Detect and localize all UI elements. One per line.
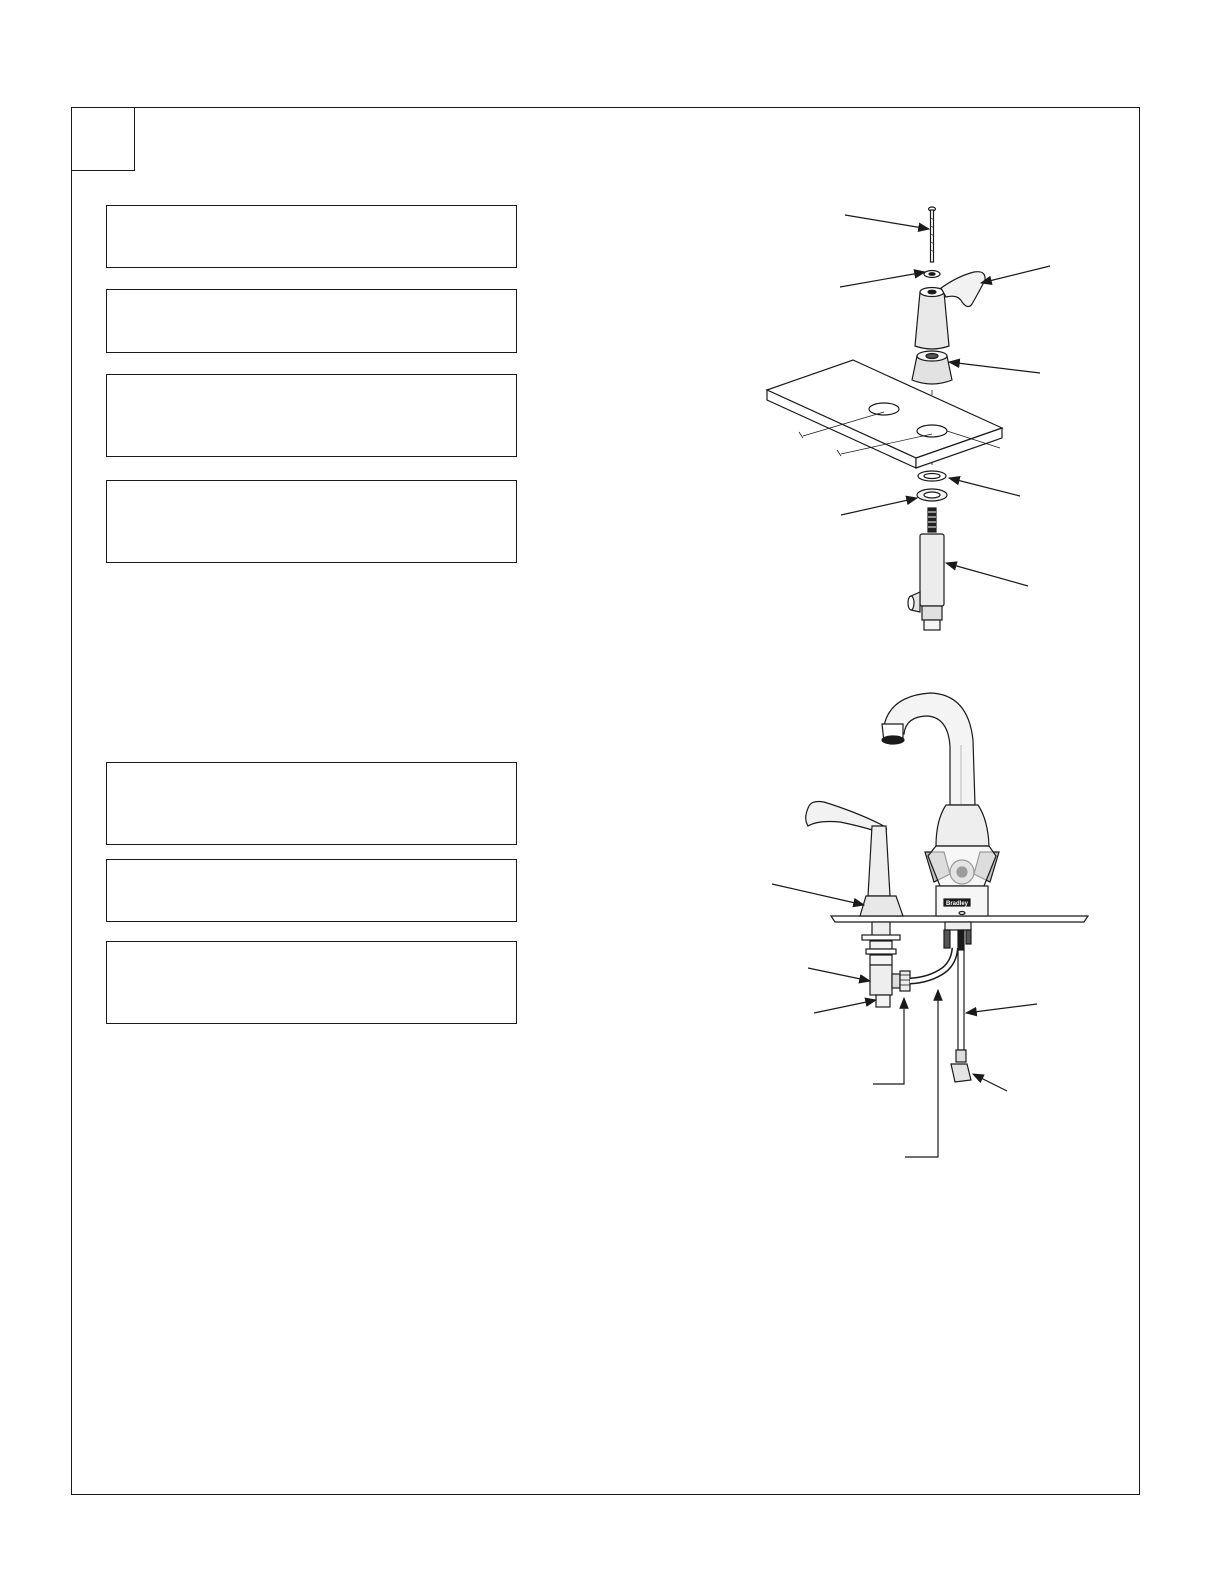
faucet-shanks <box>944 922 971 1082</box>
handle-valve <box>806 802 903 917</box>
handle-screw <box>929 207 936 262</box>
brand-mark: Bradley <box>945 901 969 907</box>
assembled-faucet-diagram <box>772 693 1088 1157</box>
exploded-assembly-diagram <box>767 207 1050 630</box>
deck-plate <box>831 916 1088 922</box>
bonnet-cap <box>912 351 952 384</box>
sink-deck <box>767 360 1002 468</box>
valve-body <box>908 508 944 630</box>
lever-handle <box>915 272 985 349</box>
gooseneck-spout <box>882 693 975 805</box>
angle-valve <box>862 922 910 1007</box>
faucet-body <box>925 805 999 916</box>
